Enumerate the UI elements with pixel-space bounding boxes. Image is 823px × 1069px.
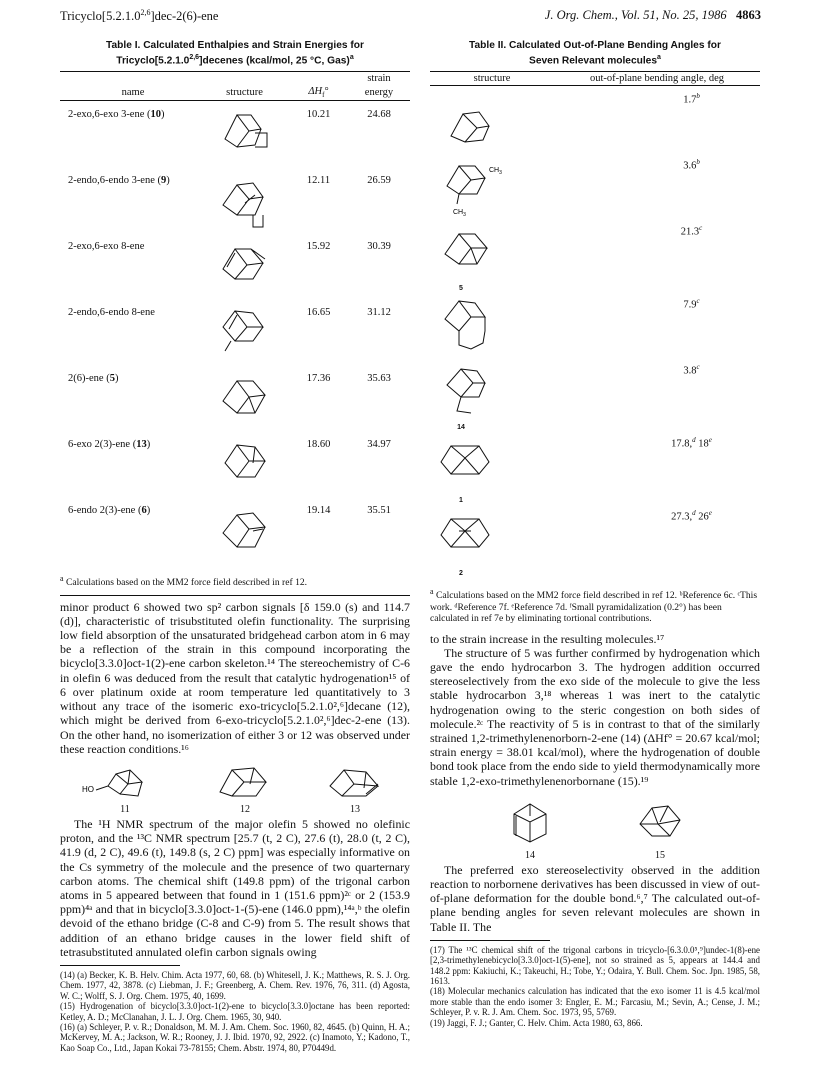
right-paragraph-3: The preferred exo stereoselectivity observed in the addition reaction to norbornene derivatives has been discussed in view of out-of-plane deformation for the double bond.⁶,⁷ The calculated out-of-plane bending angles for seven relevant molecules are shown in Table II. The [430, 862, 760, 934]
row-structure [430, 432, 554, 505]
table2-title: Table II. Calculated Out-of-Plane Bending Angles for Seven Relevant molecules$^a$ [469, 40, 721, 67]
table1-title: Table I. Calculated Enthalpies and Strain Energies for Tricyclo[5.2.1.0$^{2,6}$]decenes (kcal/mol, 25 °C, Gas)$^a$ [106, 40, 364, 67]
row-strain: 26.59 [367, 175, 391, 187]
structure-drawing [215, 439, 275, 495]
structure-drawing [215, 505, 275, 561]
row-strain: 30.39 [367, 241, 391, 253]
row-structure [430, 154, 554, 220]
row-name: 2-exo,6-exo 8-ene [68, 241, 145, 253]
structure-drawing [215, 109, 275, 165]
left-column [60, 40, 410, 1053]
running-head-journal: J. Org. Chem., Vol. 51, No. 25, 1986 4863 [544, 8, 761, 22]
svg-text:HO: HO [82, 784, 94, 794]
row-structure [200, 103, 289, 169]
row-structure [200, 367, 289, 433]
page-number: 4863 [736, 8, 761, 22]
right-paragraph-2: The structure of 5 was further confirmed by hydrogenation which gave the endo hydrocarbon 3. The hydrogen addition occurred stereoselectively from the exo side of the molecule to give the less stable hydrocarbon 3,¹⁸ whereas 1 was inert to the catalytic hydrogenation owing to the steric congestion on both sides of molecule.²ᶜ The reactivity of 5 is in contrast to that of the similarly strained 1,2-trimethylenenorborn-2-ene (14) (ΔHf° = 20.67 kcal/mol; strain energy = 38.01 kcal/mol), where the hydrogenation of double bond took place from the endo side to yield thermodynamically more stable 1,2-exo-trimethylenenorbornane (15).¹⁹ [430, 645, 760, 788]
compound-14: 14 [500, 794, 560, 861]
col-dhf: $\Delta H_f^\circ$ [308, 86, 329, 100]
table1-row [60, 169, 410, 235]
footnote: (15) Hydrogenation of bicyclo[3.3.0]oct-1(2)-ene to bicyclo[3.3.0]octane has been reported: Ketley, A. D.; McClanahan, J. L. J. Org. Chem. 1965, 30, 940. [60, 1001, 410, 1022]
row-structure [200, 169, 289, 235]
row-dhf: 10.21 [306, 109, 331, 121]
table2-row [430, 293, 760, 359]
footnote: (17) The ¹³C chemical shift of the trigonal carbons in tricyclo-[6.3.0.0⁵,⁹]undec-1(8)-ene [2,3-trimethylenebicyclo[3.3.0]oct-1(5)-ene], not so strained as 5, appears at 144.4 and 148.2 ppm: Kakiuchi, K.; Takeuchi, H.; Tobe, Y.; Odaira, Y. Bull. Chem. Soc. Jpn. 1985, 58, 1613. [430, 944, 760, 987]
table1-footnote: $^a$ Calculations based on the MM2 force field described in ref 12. [60, 574, 308, 589]
compound-label: 5 [459, 285, 463, 293]
row-strain: 35.51 [367, 505, 391, 517]
row-structure [200, 301, 289, 367]
table1-row [60, 367, 410, 433]
structure-drawing [431, 224, 521, 282]
structure-drawing [431, 158, 521, 216]
compounds-14-15 [430, 794, 760, 861]
col-structure: structure [226, 87, 263, 99]
table1-row [60, 301, 410, 367]
compound-12: 12 [210, 762, 280, 815]
table2-row [430, 505, 760, 578]
row-name: 2-endo,6-endo 8-ene [68, 307, 155, 319]
table2-row [430, 359, 760, 432]
row-dhf: 17.36 [306, 373, 331, 385]
table2-row [430, 154, 760, 220]
row-name: 2-exo,6-exo 3-ene (10) [68, 109, 165, 121]
table1-row [60, 235, 410, 301]
row-angle: 3.8$^c$ [683, 363, 700, 377]
table2-row [430, 432, 760, 505]
col-structure: structure [473, 73, 511, 85]
row-angle: 1.7$^b$ [683, 92, 700, 106]
left-paragraph-1: minor product 6 showed two sp² carbon signals [δ 159.0 (s) and 114.7 (d)], characteristic of trisubstituted olefin functionality. The surprising low field absorption of the unsaturated bridgehead carbon atom in 6 may be a reflection of the strain in this compound incorporating the bicyclo[3.3.0]oct-1(2)-ene carbon skeleton.¹⁴ The stereochemistry of C-6 in olefin 6 was deduced from the result that catalytic hydrogenation¹⁵ of 6 over platinum oxide at room temperature led quantitatively to 3 without any trace of the isomeric exo-tricyclo[5.2.1.0²,⁶]decane (12), which might be derived from 6-exo-tricyclo[5.2.1.0²,⁶]dec-2-ene (13). On the other hand, no isomerization of either 3 or 12 was observed under these reaction conditions.¹⁶ [60, 599, 410, 756]
ch3-label: $CH_3$ [489, 167, 502, 177]
row-angle: 21.3$^c$ [680, 224, 703, 238]
row-dhf: 15.92 [306, 241, 331, 253]
table2-footnote: $^a$ Calculations based on the MM2 force field described in ref 12. ᵇReference 6c. ᶜThis work. ᵈReference 7f. ᵉReference 7d. ᶠSmall pyramidalization (0.2°) has been calculated in ref 7e by eliminating tortional contributions. [430, 587, 758, 624]
right-paragraph-1: to the strain increase in the resulting molecules.¹⁷ [430, 631, 665, 646]
row-angle: 7.9$^c$ [683, 297, 700, 311]
row-angle: 27.3,$^d$ 26e [671, 509, 712, 523]
left-footnotes [60, 970, 410, 1053]
compound-15: 15 [630, 794, 690, 861]
compound-13-structure [320, 762, 390, 804]
row-structure [430, 293, 554, 359]
compound-label: 2 [459, 570, 463, 578]
row-dhf: 16.65 [306, 307, 331, 319]
compound-label: 1 [459, 497, 463, 505]
row-name: 6-endo 2(3)-ene (6) [68, 505, 151, 517]
row-angle: 3.6$^b$ [683, 158, 700, 172]
structure-drawing [431, 363, 521, 421]
structure-drawing [215, 241, 275, 297]
left-paragraph-2: The ¹H NMR spectrum of the major olefin 5 showed no olefinic proton, and the ¹³C NMR spectrum [25.7 (t, 2 C), 27.6 (t), 28.0 (t, 2 C), 41.9 (d, 2 C), 49.6 (t), 149.8 (s, 2 C) ppm] was especially informative on the Cs symmetry of the molecule and the presence of two quarternary carbon atoms. The chemical shift (149.8 ppm) of the trigonal carbon atoms in 5 appeared between that found in 1 (151.6 ppm)²ᶜ or 2 (153.9 ppm)⁴ᵃ and that in bicyclo[3.3.0]oct-1-(5)-ene (146.0 ppm),¹⁴ᵃ,ᵇ the olefin devoid of the ethano bridge (C-8 and C-9) from 5. The result shows that addition of an ethano bridge causes in the lower field shift of tetrasubstituted annulated olefin carbon signals owing [60, 816, 410, 959]
compound-12-structure [210, 762, 280, 804]
row-structure [430, 220, 554, 293]
row-dhf: 19.14 [306, 505, 331, 517]
table2 [430, 71, 760, 578]
row-structure [200, 235, 289, 301]
structure-drawing [215, 373, 275, 429]
col-strain-top: strain [367, 73, 391, 85]
compounds-11-13 [60, 762, 410, 815]
row-strain: 31.12 [367, 307, 391, 319]
row-structure [200, 499, 289, 565]
col-angle: out-of-plane bending angle, deg [589, 73, 725, 85]
footnote: (18) Molecular mechanics calculation has indicated that the exo isomer 11 is 4.5 kcal/mol more stable than the endo isomer 3: Engler, E. M.; Farcasiu, M.; Sevin, A.; Cense, J. M.; Schleyer, P. v. R. J. Am. Chem. Soc. 1973, 95, 5769. [430, 986, 760, 1018]
row-structure [430, 359, 554, 432]
row-strain: 35.63 [367, 373, 391, 385]
footnote: (16) (a) Schleyer, P. v. R.; Donaldson, M. M. J. Am. Chem. Soc. 1960, 82, 4645. (b) Quinn, H. A.; McKervey, M. A.; Jackson, W. R.; Rooney, J. J. Ibid. 1970, 92, 2922. (c) Inamoto, Y.; Kadono, T., Kao Soap Co., Ltd., Japan Kokai 73-78155; Chem. Abstr. 1974, 80, P70449d. [60, 1021, 410, 1053]
running-head-title: Tricyclo[5.2.1.0$^{2,6}$]dec-2(6)-ene [60, 8, 219, 24]
row-name: 6-exo 2(3)-ene (13) [68, 439, 151, 451]
compound-13: 13 [320, 762, 390, 815]
structure-drawing [431, 297, 521, 355]
compound-14-structure [500, 794, 560, 850]
compound-15-structure [630, 794, 690, 850]
structure-drawing [215, 175, 275, 231]
row-strain: 34.97 [367, 439, 391, 451]
col-strain: energy [364, 87, 394, 99]
row-dhf: 12.11 [306, 175, 331, 187]
compound-label: 14 [457, 424, 465, 432]
footnote: (14) (a) Becker, K. B. Helv. Chim. Acta 1977, 60, 68. (b) Whitesell, J. K.; Matthews, R. S. J. Org. Chem. 1977, 42, 3878. (c) Liebman, J. F.; Greenberg, A. Chem. Rev. 1976, 76, 311. (d) Agosta, W. C.; Wolff, S. J. Org. Chem. 1975, 40, 1699. [60, 969, 410, 1001]
structure-drawing [431, 436, 521, 494]
compound-11: HO 11 [80, 762, 170, 815]
row-dhf: 18.60 [306, 439, 331, 451]
table2-row [430, 88, 760, 154]
table1-row [60, 103, 410, 169]
table1-row [60, 499, 410, 565]
col-name: name [121, 87, 145, 99]
table1 [60, 71, 410, 565]
row-structure [200, 433, 289, 499]
structure-drawing [431, 92, 521, 150]
row-name: 2-endo,6-endo 3-ene (9) [68, 175, 170, 187]
row-name: 2(6)-ene (5) [68, 373, 119, 385]
table1-row [60, 433, 410, 499]
row-structure [430, 505, 554, 578]
table2-row [430, 220, 760, 293]
structure-drawing [215, 307, 275, 363]
compound-11-structure [80, 762, 170, 804]
row-structure [430, 88, 554, 154]
ch3-label: $CH_3$ [453, 209, 466, 217]
right-footnotes [430, 945, 760, 1028]
structure-drawing [431, 509, 521, 567]
row-strain: 24.68 [367, 109, 391, 121]
row-angle: 17.8,$^d$ 18e [671, 436, 712, 450]
right-column [430, 40, 760, 1028]
footnote: (19) Jaggi, F. J.; Ganter, C. Helv. Chim. Acta 1980, 63, 866. [430, 1017, 643, 1028]
